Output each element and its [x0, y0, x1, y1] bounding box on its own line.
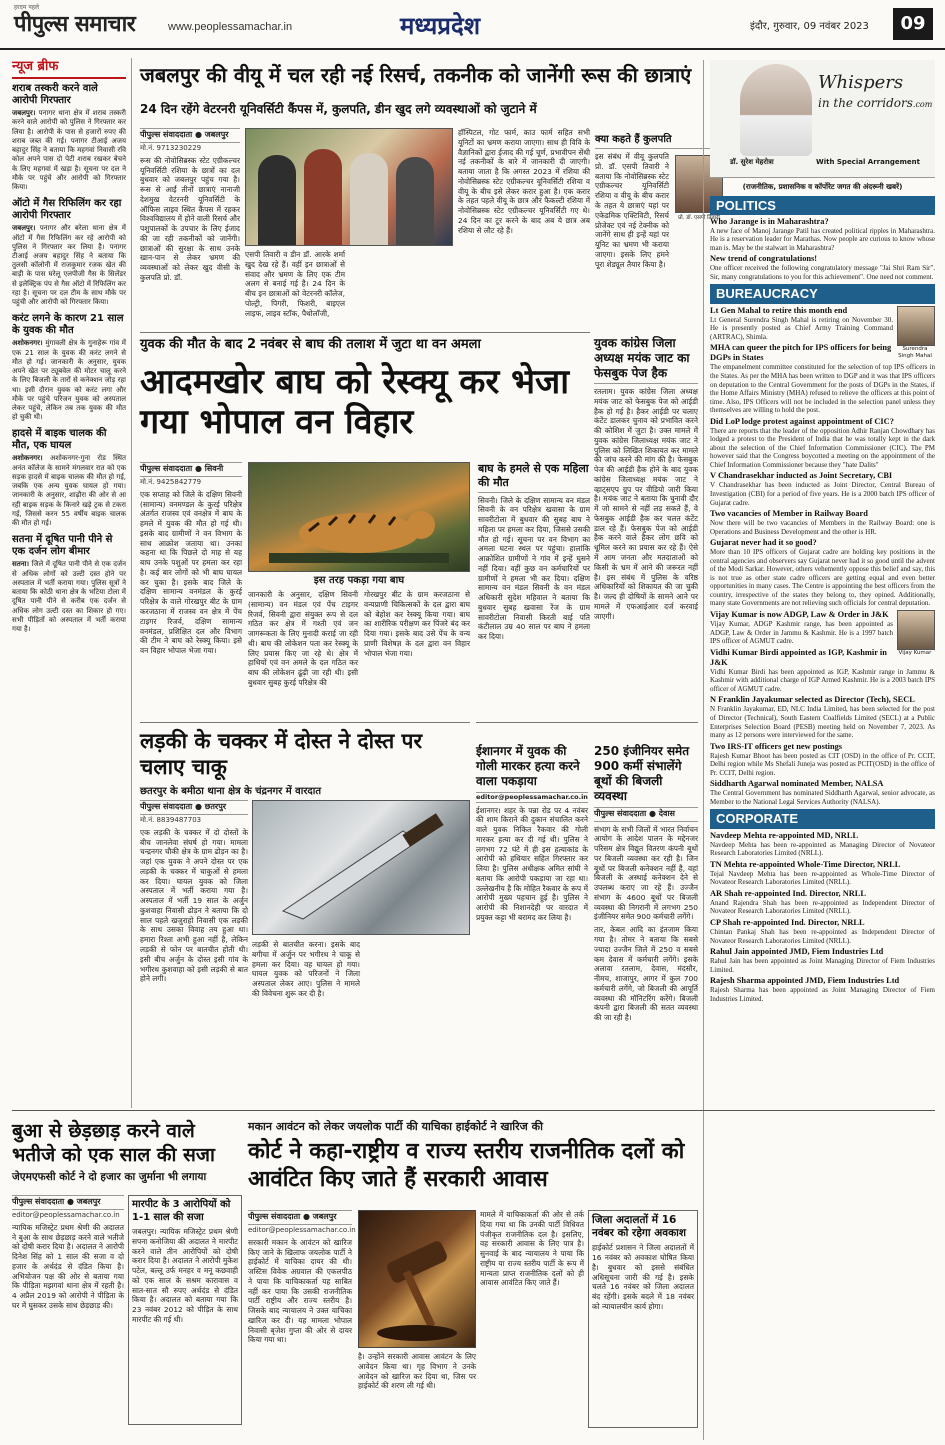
- brief-text: [12, 454, 126, 528]
- murder-story: [476, 744, 588, 923]
- tiger-column-2: [248, 590, 358, 688]
- brief-item: [12, 428, 126, 528]
- molest-headline[interactable]: बुआ से छेड़छाड़ करने वाले भतीजे को एक साल की सजा: [12, 1120, 215, 1166]
- lead-mobile: मो.नं. 9713230229: [140, 143, 202, 152]
- knife-column-2: [252, 940, 360, 999]
- whispers-item-text: Rahul Jain has been appointed as Joint Managing Director of Fiem Industries Limited.: [710, 957, 935, 974]
- whispers-item-headline[interactable]: Vijay Kumar is now ADGP, Law & Order in J&K: [710, 609, 889, 619]
- housing-story: [248, 1120, 698, 1195]
- whispers-item-text: Vijay Kumar, ADGP Kashmir range, has been appointed as ADGP, Law & Order in Jammu & Kashmir. He is a 1997 batch IPS officer of AGMUT cadre.: [710, 620, 893, 646]
- molest-email[interactable]: editor@peoplessamachar.co.in: [12, 1210, 120, 1219]
- brief-body-text: जिले में दूषित पानी पीने से एक दर्जन से अधिक लोगों को उल्टी दस्त होने पर अस्पताल में भर्ती कराया गया। पुलिस सूत्रों ने बताया कि कोठी थाना क्षेत्र के भटिया टोला में दूषित पानी पीने से करीब एक दर्जन से अधिक लोग उल्टी दस्त का शिकार हो गए। सभी पीड़ितों को अस्पताल में भर्ती कराया गया है।: [12, 560, 126, 633]
- whispers-item-headline[interactable]: Did LoP lodge protest against appointment of CIC?: [710, 416, 894, 426]
- whispers-item-headline[interactable]: Gujarat never had it so good?: [710, 538, 817, 548]
- brief-dateline: अशोकनगर।: [12, 339, 43, 348]
- murder-byline: editor@peoplessamachar.co.in: [476, 793, 588, 801]
- whispers-item-text: A new face of Manoj Jarange Patil has created political ripples in Maharashtra. He is a reservation leader for Marathas. Now people are curious to know whose man is. May be the stalwart in Maharashtra?: [710, 226, 935, 252]
- brief-body-text: पनागर और बरेला थाना क्षेत्र में ऑटो में गैस रिफिलिंग कर रहे आरोपी को पुलिस ने गिरफ्तार कर लिया है। पनागर टीआई अजय बहादुर सिंह ने बताया कि तुलसी कॉलोनी में राजकुमार रजक खेत की बाड़ी के पास घरेलू एलपीजी गैस के सिलेंडर से इलेक्ट्रिक पंप से गैस ऑटो में रिफिलिंग कर रहा है। सूचना पर दल टीम के साथ मौके पर पहुंची और आरोपी को गिरफ्तार किया।: [12, 224, 126, 307]
- whispers-item-text: Navdeep Mehta has been re-appointed as Managing Director of Novateor Research Laboratories Limited (NRLL).: [710, 840, 935, 858]
- engineers-text-2: तार, केबल आदि का इंतजाम किया गया है। तोमर ने बताया कि सबसे ज्यादा उज्जैन जिले में 250 व सबसे कम देवास में कर्मचारी लगेंगे। इसके अलावा रतलाम, देवास, मंदसौर, नीमच, शाजापुर, आगर में कुल 700 कर्मचारी लगेंगे, जो बिजली की आपूर्ति व्यवस्था की मॉनिटरिंग करेंगे। बिजली कंपनी द्वारा बिजली की सतत व्यवस्था की जा रही है।: [594, 925, 698, 1023]
- news-brief-title: न्यूज ब्रीफ: [12, 58, 126, 79]
- divider: [12, 1110, 935, 1111]
- murder-headline[interactable]: ईशानगर में युवक की गोली मारकर हत्या करने वाला पकड़ाया: [476, 744, 580, 788]
- knife-illustration: [253, 801, 469, 934]
- whispers-byline: डॉ. सुरेश मेहरोत्रा: [730, 158, 774, 166]
- whispers-item-text: One officer received the following congratulatory message "Jai Shri Ram Sir". Sir, many congratulations to you for this achievement". One need not comment.: [710, 264, 935, 281]
- whispers-item: [710, 918, 935, 945]
- tiger-side-text: सिवनी। जिले के दक्षिण सामान्य वन मंडल सिवनी के वन परिक्षेत्र खवासा के ग्राम सावरीटोला में बुधवार की सुबह बाघ ने महिला पर हमला कर दिया, जिससे उसकी मौत हो गई। सूचना पर वन विभाग का अमला घटना स्थल पर पहुंचा। हालांकि आक्रोशित ग्रामीणों ने गांव में इन्हें घुसने नहीं दिया। वहीं कुछ वन कर्मचारियों पर ग्रामीणों ने हमला भी कर दिया। दक्षिण सामान्य वन मंडल सिवनी के वन मंडल अधिकारी सुदेश महिवाल ने बताया कि बुधवार सुबह खवासा रेंज के ग्राम सावरीटोला निवासी किरती बाई पति कंटीलाल उम्र 40 साल पर बाघ ने हमला कर दिया।: [478, 495, 590, 642]
- housing-text-1: सरकारी मकान के आवंटन को खारिज किए जाने के खिलाफ जयलोक पार्टी ने हाईकोर्ट में याचिका दायर की थी। जस्टिस विवेक अग्रवाल की एकलपीठ ने पाया कि याचिकाकर्ता यह साबित नहीं कर पाया कि उसकी राजनीतिक पार्टी राष्ट्रीय और राज्य स्तरीय है। जिसके बाद न्यायालय ने उक्त याचिका खारिज कर दी। यह मामला भोपाल निवासी बृजेश गुप्ता की ओर से दायर किया गया था।: [248, 1237, 352, 1345]
- section-title: मध्यप्रदेश: [400, 11, 481, 40]
- whispers-item-headline[interactable]: TN Mehta re-appointed Whole-Time Director, NRLL: [710, 859, 901, 869]
- divider: [140, 722, 470, 723]
- brief-item: [12, 83, 126, 192]
- whispers-item-text: More than 10 IPS officers of Gujarat cadre are holding key positions in the central agencies and observers say Gujarat never had it so good until the advent of the Modi Sarkar. However, others vehemently oppose this belief and say, this is not true as other state cadre officers are getting equal and even better opportunities in many cases. The Centre is appointing the best officers from the country, irrespective of the states they belong to, they opined. Additionally, many state Governments are not relieving such officials for central deputation.: [710, 548, 935, 608]
- lead-text-2: एसपी तिवारी व डीन डॉ. आरके शर्मा खुद देख रहे हैं। वहीं इन छात्राओं से संवाद और भ्रमण के लिए एक टीम अलग से बनाई गई है। 24 दिन के बीच इन छात्राओं को वेटरनरी कॉलेज, पोल्ट्री, पिगरी, फिशरी, बाइएल लाइफ, लाइव स्टॉक, पैथोलॉजी,: [245, 250, 345, 318]
- whispers-item-headline[interactable]: N Franklin Jayakumar selected as Director (Tech), SECL: [710, 695, 915, 705]
- lead-text-1: रूस की नोवोसिब्रस्क स्टेट एग्रीकल्चर यूनिवर्सिटी रशिया के छात्रों का दल बुधवार को जबलपुर पहुंच गया है। रूस से आईं तीनों छात्राएं नानाजी देशमुख वेटरनरी यूनिवर्सिटी के ऑफिस लाइव स्थित कैंपस में रहकर विश्वविद्यालय में होने वाली रिसर्च और पशुपालकों के उपचार के लिए ईजाद की जा रही तकनीकों को जानेंगी। छात्राओं की सुरक्षा के साथ उनके खान-पान से लेकर भ्रमण की व्यवस्थाओं को लेकर खुद वीसी के कुलपति प्रो. डॉ.: [140, 155, 240, 282]
- assault-text: जबलपुर। न्यायिक मजिस्ट्रेट प्रथम श्रेणी सपना कनोजिया की अदालत ने मारपीट करने वाले तीन आरोपियों को दोषी करार दिया है। अदालत ने आरोपी मुकेश पटेल, बल्लू उर्फ मनहर व मनू कछवाही को एक साल के सश्रम कारावास व सात-सात सौ रुपए अर्थदंड से दंडित किया है। अदालत को बताया गया कि 23 नवंबर 2012 को पीड़ित के साथ मारपीट की गई थी।: [132, 1227, 238, 1324]
- divider: [140, 332, 590, 333]
- tiger-photo-caption: इस तरह पकड़ा गया बाघ: [313, 575, 405, 586]
- knife-byline: पीपुल्स संवाददाता ● छतरपुर: [140, 800, 248, 815]
- whispers-item-headline[interactable]: Who Jarange is in Maharashtra?: [710, 216, 829, 226]
- brief-headline[interactable]: सतना में दूषित पानी पीने से एक दर्जन लोग बीमार: [12, 534, 113, 558]
- tiger-strap: युवक की मौत के बाद 2 नवंबर से बाघ की तलाश में जुटा था वन अमला: [140, 337, 481, 352]
- knife-text-1: एक लड़की के चक्कर में दो दोस्तों के बीच जानलेवा संघर्ष हो गया। मामला चन्द्रनगर चौकी क्षेत्र के ग्राम ढोड़न का है। जहां एक युवक ने अपने दोस्त पर एक लड़की के चक्कर में चाकुओं से हमला कर दिया। घायल युवक को जिला अस्पताल में भर्ती कराया गया है। अस्पताल में भर्ती 19 साल के अर्जुन कुशवाहा निवासी ढोड़न ने बताया कि दो साल पहले खजुराहो निवासी एक लड़की के साथ उसका विवाह तय हुआ था। हमारा रिश्ता अभी हुआ नहीं है, लेकिन लड़की से फोन पर बातचीत होती थी। इसी बीच अर्जुन के दोस्त इसी गांव के भगीरथ कुशवाहा को इसी लड़की से बात होने लगी।: [140, 827, 248, 984]
- housing-strap: मकान आवंटन को लेकर जयलोक पार्टी की याचिका हाईकोर्ट ने खारिज की: [248, 1120, 543, 1133]
- whispers-item: [710, 509, 935, 536]
- whispers-arrangement: With Special Arrangement: [816, 158, 920, 166]
- whispers-section-bureaucracy: BUREAUCRACY: [710, 284, 935, 303]
- brief-dateline: अशोकनगर।: [12, 454, 43, 463]
- congress-story: [594, 336, 698, 621]
- vc-quote-title: क्या कहते हैं कुलपति: [595, 133, 723, 149]
- lead-text-3: हॉस्पिटल, गोट फार्म, काउ फार्म सहित सभी यूनिटों का भ्रमण कराया जाएगा। साथ ही विवि के वैज्ञानिकों द्वारा ईजाद की गई चूर्ण, प्रभावीपन सेंथी नई तकनीकों के बारे में जानकारी दी जाएगी। बताया जाता है कि अगस्त 2023 में रशिया की नोवोसिब्रस्क स्टेट एग्रीकल्चर यूनिवर्सिटी रशिया व वीयू के बीच इसे लेकर करार हुआ है। एक करार के तहत पहले वीयू के छात्र और फैकल्टी रशिया में नोवोसिब्रस्क स्टेट एग्रीकल्चर यूनिवर्सिटी गए थे। 24 दिन का टूर करने के बाद अब ये छात्र अब रशिया से लौट रहे हैं।: [458, 128, 590, 235]
- news-brief-list: [12, 83, 126, 634]
- murder-text: ईशानगर। शहर के पन्ना रोड पर 4 नवंबर की शाम किराने की दुकान संचालित करने वाले युवक निकित रैकवार की गोली मारकर हत्या कर दी गई थी। पुलिस ने लगभग 72 घंटे में ही इस हत्याकांड के आरोपी को हथियार सहित गिरफ्तार कर लिया है। पुलिस अधीक्षक अमित सांघी ने बताया कि आरोपी पकड़ाया जा रहा था। उल्लेखनीय है कि मोहित रैकवार के रूप में आरोपी मुख्य पहचान हुई है। पुलिस ने आरोपी की निशानदेही पर वारदात में प्रयुक्त कट्टा भी बरामद कर लिया है।: [476, 805, 588, 922]
- whispers-item-headline[interactable]: Two vacancies of Member in Railway Board: [710, 509, 868, 519]
- gavel-photo: [358, 1210, 476, 1348]
- brief-headline[interactable]: हादसे में बाइक चालक की मौत, एक घायल: [12, 428, 107, 452]
- whispers-thumb-caption: Surendra Singh Mahal: [898, 345, 932, 359]
- logo-tagline: हरदम पहले: [14, 4, 39, 11]
- engineers-byline: पीपुल्स संवाददाता ● देवास: [594, 807, 698, 822]
- vc-quote-text: इस संबंध में वीयू कुलपति प्रो. डॉ. एसपी तिवारी ने बताया कि नोवोसिब्रस्क स्टेट एग्रीकल्चर यूनिवर्सिटी रशिया व वीयू के बीच करार के तहत ये छात्राएं यहां पर एकेडमिक एक्टिविटी, रिसर्च प्रोजेक्ट एवं नई टेक्नीक को जानेंगे साथ ही इन्हें यहां पर यूनिट का भ्रमण भी कराया जाएगा। इसके लिए हमने पूरा शेड्यूल तैयार किया है।: [595, 152, 669, 269]
- whispers-item: [710, 538, 935, 608]
- whispers-item: [710, 976, 935, 1003]
- brief-dateline: सतना।: [12, 560, 30, 569]
- whispers-section-corporate: CORPORATE: [710, 809, 935, 828]
- whispers-item-headline[interactable]: New trend of congratulations!: [710, 254, 818, 264]
- tiger-side-story: [478, 462, 590, 642]
- whispers-item-headline[interactable]: Lt Gen Mahal to retire this month end: [710, 305, 848, 315]
- news-brief-column: [12, 58, 132, 1108]
- whispers-item-headline[interactable]: AR Shah re-appointed Ind. Director, NRLL: [710, 888, 866, 898]
- lead-headline[interactable]: जबलपुर की वीयू में चल रही नई रिसर्च, तकनीक को जानेंगी रूस की छात्राएं: [140, 63, 692, 87]
- whispers-sections: [710, 196, 935, 1004]
- holiday-text: हाईकोर्ट प्रशासन ने जिला अदालतों में 16 नवंबर को अवकाश घोषित किया है। बुधवार को इससे संबंधित अधिसूचना जारी की गई है। इसके चलते 16 नवंबर को जिला अदालत बंद रहेंगी। इसके बदले में 18 नवंबर को न्यायालयीन कार्य होगा।: [592, 1243, 694, 1311]
- whispers-item-headline[interactable]: Rahul Jain appointed JMD, Fiem Industries Ltd: [710, 947, 884, 957]
- engineers-text-1: संभाग के सभी जिलों में भारत निर्वाचन आयोग के आदेश पालन के मद्देनजर परिसम क्षेत्र विद्युत वितरण कंपनी बूथों पर बिजली व्यवस्था कर रही है। जिन बूथों पर बिजली कनेक्शन नहीं है, वहां बिजली के अस्थाई कनेक्शन देने से उपलब्ध कराए जा रहे हैं। उज्जैन संभाग के 4600 बूथों पर बिजली व्यवस्था की निगरानी में लगभग 250 इंजीनियर समेत 900 कर्मचारी लगेंगे।: [594, 824, 698, 922]
- tiger-column-1: [140, 462, 242, 656]
- brief-item: [12, 534, 126, 634]
- whispers-item-headline[interactable]: MHA can queer the pitch for IPS officers for being DGPs in States: [710, 343, 892, 363]
- housing-headline[interactable]: कोर्ट ने कहा-राष्ट्रीय व राज्य स्तरीय राजनीतिक दलों को आवंटित किए जाते हैं सरकारी आवास: [248, 1138, 685, 1193]
- gavel-illustration: [359, 1211, 475, 1347]
- molest-story: [12, 1120, 242, 1189]
- dateline: इंदौर, गुरुवार, 09 नवंबर 2023: [750, 21, 869, 32]
- housing-column-3: [480, 1210, 584, 1288]
- molest-text: न्यायिक मजिस्ट्रेट प्रथम श्रेणी की अदालत ने बुआ के साथ छेड़छाड़ करने वाले भतीजे को दोषी करार दिया है। अदालत ने आरोपी दिनेश सिंह को 1 साल की सजा व दो हजार के अर्थदंड से दंडित किया है। अभियोजन पक्ष की ओर से बताया गया कि पीड़िता मझगवां थाना क्षेत्र में रहती है। 4 अप्रैल 2019 को आरोपी ने पीड़िता के घर में घुसकर उसके साथ छेड़छाड़ की।: [12, 1222, 124, 1310]
- knife-text-2: लड़की से बातचीत करना। इसके बाद बगीचा में अर्जुन पर भगीरथ ने चाकू से हमला कर दिया। वह घायल हो गया। घायल युवक को परिजनों ने जिला अस्पताल लेकर आए। पुलिस ने मामले की विवेचना शुरू कर दी है।: [252, 940, 360, 998]
- whispers-item: [710, 217, 935, 253]
- brief-text: [12, 109, 126, 192]
- tiger-text-3: गोरखपुर बीट के ग्राम करजठाना से वन्यप्राणी चिकित्सकों के दल द्वारा बाघ को बेहोश कर रेस्क्यू किया गया। बाघ का शारीरिक परीक्षण कर पिंजरे बंद कर दिया गया। इसके बाद उसे पेंच के वन्य प्राणी विशेषज्ञ के दल द्वारा वन विहार भोपाल भेजा गया।: [364, 590, 470, 658]
- whispers-item-text: There are reports that the leader of the opposition Adhir Ranjan Chowdhary has lodged a protest to the President of India that he was totally kept in the dark about the selection of the Chief Information Commissioner (CIC). The PM however said that the Congress boycotted a meeting on the appointment of the Chief Information Commissioner because they "hate Dalits": [710, 426, 935, 469]
- lead-byline: पीपुल्स संवाददाता ● जबलपुर: [140, 128, 240, 143]
- vc-portrait-caption: प्रो. डॉ. एसपी तिवारी: [678, 215, 720, 221]
- tiger-side-headline[interactable]: बाघ के हमले से एक महिला की मौत: [478, 462, 590, 493]
- knife-column-1: [140, 800, 248, 984]
- whispers-item-text: V Chandrasekhar has been inducted as Joint Director, Central Bureau of Investigation (CBI) for a period of five years. He is a 2000 batch IPS officer of Gujarat cadre.: [710, 481, 935, 507]
- tiger-illustration: [249, 463, 469, 571]
- whispers-item-headline[interactable]: Siddharth Agarwal nominated Member, NALSA: [710, 779, 884, 789]
- tiger-text-2: जानकारी के अनुसार, दक्षिण सिवनी (सामान्य) वन मंडल एवं पेंच टाइगर रिजर्व, सिवनी द्वारा संयुक्त रूप से दल गठित कर क्षेत्र में गश्ती एवं जन जागरूकता के लिए मुनादी कराई जा रही थी। बाघ की लोकेशन पता कर रेस्क्यू के लिए प्रयास किए जा रहे थे। क्षेत्र में हाथियों एवं वन अमले के दल गठित कर बाघ की लोकेशन ढूंढ़ी जा रही थी। इसी बुधवार सुबह कुरई परिक्षेत्र की: [248, 590, 358, 687]
- housing-text-2: है। उन्होंने सरकारी आवास आवंटन के लिए आवेदन किया था। गृह विभाग ने उनके आवेदन को खारिज कर दिया था, जिस पर हाईकोर्ट की शरण ली गई थी।: [358, 1352, 476, 1391]
- molest-byline: पीपुल्स संवाददाता ● जबलपुर: [12, 1195, 124, 1210]
- assault-headline[interactable]: मारपीट के 3 आरोपियों को 1-1 साल की सजा: [132, 1199, 231, 1223]
- divider: [476, 722, 698, 723]
- lead-column-3: [458, 128, 590, 235]
- whispers-item-text: The Central Government has nominated Siddharth Agarwal, senior advocate, as Member to the National Legal Services Authority (NALSA).: [710, 789, 935, 806]
- knife-mobile: मो.नं. 8839487703: [140, 815, 202, 824]
- engineers-story: [594, 744, 698, 1023]
- tiger-photo: [248, 462, 470, 572]
- whispers-item-headline[interactable]: Two IRS-IT officers get new postings: [710, 741, 843, 751]
- brief-headline[interactable]: शराब तस्करी करने वाले आरोपी गिरफ्तार: [12, 83, 98, 107]
- lead-strap: 24 दिन रहेंगे वेटरनरी यूनिवर्सिटी कैंपस में, कुलपति, डीन खुद लगे व्यवस्थाओं को जुटाने में: [140, 102, 537, 116]
- whispers-section-politics: POLITICS: [710, 196, 935, 215]
- page-number: 09: [893, 8, 933, 40]
- brief-text: [12, 339, 126, 422]
- whispers-item: [710, 779, 935, 806]
- whispers-item-text: Anand Rajendra Shah has been re-appointed as Independent Director of Novateor Research Laboratories Limited (NRLL).: [710, 898, 935, 916]
- congress-headline[interactable]: युवक कांग्रेस जिला अध्यक्ष मयंक जाट का फेसबुक पेज हैक: [594, 336, 698, 384]
- brief-item: [12, 198, 126, 307]
- brief-body-text: अशोकनगर-गुना रोड स्थित अनंत कॉलेज के सामने मंगलवार रात को एक सड़क हादसे में बाइक चालक की मौत हो गई, जबकि एक अन्य युवक घायल हो गया। जानकारी के अनुसार, शाढ़ौरा की ओर से आ रही बाइक सड़क के किनारे खड़े ट्रक से टकरा गई, जिससे करन 55 वर्षीय बाइक चालक की मौत हो गई।: [12, 454, 126, 528]
- brief-headline[interactable]: ऑटो में गैस रिफिलिंग कर रहा आरोपी गिरफ्तार: [12, 198, 122, 222]
- whispers-item-headline[interactable]: Vidhi Kumar Birdi appointed as IGP, Kashmir in J&K: [710, 647, 887, 667]
- brief-body-text: पनागर थाना क्षेत्र में शराब तस्करी करने वाले आरोपी को पुलिस ने गिरफ्तार कर लिया है। आरोपी के पास से हजारों रुपए की शराब जब्त की गई। पनागर टीआई अजय बहादुर सिंह ने बताया कि महगवां निवासी रवि कोल अपने पास दो पेटी शराब रखकर बेचने के लिए महगवां में खड़ा है। सूचना पर दल ने मौके पर पहुंचे और आरोपी को गिरफ्तार किया।: [12, 109, 126, 192]
- whispers-logo: Whispers in the corridors.com: [818, 72, 933, 110]
- tiger-text-1: एक सप्ताह को जिले के दक्षिण सिवनी (सामान्य) वनमण्डल के कुरई परिक्षेत्र अंतर्गत राजस्व एवं वनक्षेत्र में बाघ के हमले में युवक की मौत हो गई थी। इसके बाद ग्रामीणों ने वन विभाग के साथ आक्रोश जताया था। उनका कहना था कि पिछले दो माह से यह बाघ उनके पशुओं पर हमला कर रहा है। कई बार लोगों को भी बाघ घायल कर चुका है। इसके बाद जिले के दक्षिण सामान्य वनमंडल के कुरई परिक्षेत्र के वाले गोरखपुर बीट के ग्राम करजठाना में राजस्व वन क्षेत्र में पेंच टाइगर रिजर्व, दक्षिण सामान्य वनमंडल, प्रशिक्षित दल और विभाग की टीम ने बाघ को रेस्क्यू किया। इसे वन विहार भोपाल भेजा गया।: [140, 489, 242, 656]
- whispers-item-text: Rajesh Kumar Bhoot has been posted as CIT (OSD) in the office of Pr. CCIT, Delhi region while Ms Shefali Juneja was posted as PCIT(OSD) in the office of Pr. CCIT, Delhi region.: [710, 751, 935, 777]
- housing-column-1: [248, 1210, 356, 1345]
- tiger-mobile: मो.नं. 9425842779: [140, 477, 202, 486]
- knife-story: [140, 728, 470, 802]
- lead-column-1: [140, 128, 240, 283]
- knife-strap: छतरपुर के बमीठा थाना क्षेत्र के चंद्रनगर में वारदात: [140, 785, 322, 797]
- whispers-item-text: N Franklin Jayakumar, ED, NLC India Limited, has been selected for the post of Director (Technical), South Eastern Coalfields Limited (SECL) at a Public Enterprises Selection Board (PESB) meeting held on November 7, 2023. As many as 12 persons were interviewed for the same.: [710, 705, 935, 740]
- whispers-item-text: Rajesh Sharma has been appointed as Joint Managing Director of Fiem Industries Limited.: [710, 986, 935, 1003]
- whispers-banner: [710, 60, 935, 178]
- whispers-item: [710, 860, 935, 887]
- housing-column-2: [358, 1352, 476, 1391]
- brief-headline[interactable]: करंट लगने के कारण 21 साल के युवक की मौत: [12, 313, 124, 337]
- knife-photo: [252, 800, 470, 935]
- molest-strap: जेएमएफसी कोर्ट ने दो हजार का जुर्माना भी लगाया: [12, 1170, 207, 1183]
- whispers-item-text: Now there will be two vacancies of Members in the Railway Board: one is Operations and Business Development and the other is HR.: [710, 519, 935, 536]
- whispers-item-text: Chintan Pankaj Shah has been re-appointed as Independent Director of Novateor Research Laboratories Limited (NRLL).: [710, 928, 935, 945]
- lead-photo: [245, 128, 453, 246]
- website-url[interactable]: www.peoplessamachar.in: [168, 21, 293, 33]
- whispers-subtitle: (राजनीतिक, प्रशासनिक व कॉर्पोरेट जगत की अंदरूनी खबरें): [742, 182, 903, 191]
- masthead: [0, 0, 945, 50]
- holiday-box: [588, 1210, 698, 1428]
- columnist-photo: [740, 64, 812, 156]
- tiger-byline: पीपुल्स संवाददाता ● सिवनी: [140, 462, 242, 477]
- whispers-item: [710, 609, 935, 656]
- brief-body-text: मुंगावली क्षेत्र के गुनाहेरू गांव में एक 21 साल के युवक की करंट लगने से मौत हो गई। जानकारी के अनुसार, युवक अपने खेत पर ट्यूबवेल की मोटर चालू करने के लिए बिजली के तारों से कनेक्शन जोड़ रहा था। इसी दौरान युवक को करंट लगा और मौके पर पहुंचे परिजन युवक को अस्पताल लेकर पहुंचे, लेकिन तब तक युवक की मौत हो चुकी थी।: [12, 339, 126, 422]
- whispers-item: [710, 889, 935, 916]
- whispers-item: [710, 695, 935, 739]
- whispers-item-headline[interactable]: Rajesh Sharma appointed JMD, Fiem Industries Ltd: [710, 976, 900, 986]
- whispers-item-text: Tejal Navdeep Mehta has been re-appointed as Whole-Time Director of Novateor Research Laboratories Limited (NRLL).: [710, 869, 935, 887]
- whispers-item-headline[interactable]: V Chandrasekhar inducted as Joint Secretary, CBI: [710, 471, 893, 481]
- whispers-item: [710, 417, 935, 470]
- whispers-item: [710, 742, 935, 778]
- whispers-item-text: The empanelment committee constituted for the selection of top IPS officers in the States. As per the MHA has been written to DGP and it was that IPS officers on deputation to the Central Government for the posts of DGPs in the States, if the Home Affairs Ministry (MHA) refused to relieve the officers at this point of time. Also, IPS Officers will not be included in the selection panel unless they themselves are willing to hold the post.: [710, 363, 935, 415]
- assault-box: [128, 1195, 242, 1425]
- brief-text: [12, 224, 126, 307]
- whispers-item: [710, 471, 935, 507]
- brief-item: [12, 313, 126, 422]
- tiger-headline[interactable]: आदमखोर बाघ को रेस्क्यू कर भेजा गया भोपाल वन विहार: [140, 362, 570, 443]
- whispers-thumb-photo: [897, 306, 935, 346]
- whispers-item-headline[interactable]: CP Shah re-appointed Ind. Director, NRLL: [710, 918, 865, 927]
- newspaper-logo[interactable]: पीपुल्स समाचार: [14, 11, 136, 37]
- brief-text: [12, 560, 126, 634]
- knife-headline[interactable]: लड़की के चक्कर में दोस्त ने दोस्त पर चलाए चाकू: [140, 729, 423, 780]
- whispers-panel: [703, 60, 935, 1440]
- whispers-item: [710, 831, 935, 858]
- housing-text-3: मामले में याचिकाकर्ता की ओर से तर्क दिया गया था कि उनकी पार्टी विधिवत पंजीकृत राजनीतिक दल है। इसलिए, वह सरकारी आवास के लिए पात्र है। सुनवाई के बाद न्यायालय ने पाया कि राष्ट्रीय या राज्य स्तरीय पार्टी के रूप में मान्यता प्राप्त राजनीतिक दलों को ही आवास आवंटित किए जाते हैं।: [480, 1210, 584, 1288]
- whispers-item: [710, 254, 935, 281]
- whispers-item-headline[interactable]: Navdeep Mehta re-appointed MD, NRLL: [710, 830, 859, 840]
- holiday-headline[interactable]: जिला अदालतों में 16 नवंबर को रहेगा अवकाश: [592, 1214, 686, 1240]
- brief-dateline: जबलपुर।: [12, 224, 36, 233]
- whispers-item-text: Lt General Surendra Singh Mahal is retiring on November 30. He is presently posted as Chief Army Training Command (ARTRAC), Shimla.: [710, 315, 893, 341]
- whispers-item: [710, 947, 935, 974]
- lead-column-2b: [350, 250, 453, 332]
- whispers-item-text: Vidhi Kumar Birdi has been appointed as IGP, Kashmir range in Jammu & Kashmir with additional charge of IGP Armed Kashmir. He is a 2003 batch IPS officer of AGMUT cadre.: [710, 667, 935, 693]
- whispers-thumb-photo: [897, 610, 935, 650]
- housing-byline: पीपुल्स संवाददाता ● जबलपुर: [248, 1210, 352, 1225]
- brief-dateline: जबलपुर।: [12, 109, 36, 118]
- tiger-column-3: [364, 590, 470, 658]
- lead-column-2: [245, 250, 345, 318]
- housing-email[interactable]: editor@peoplessamachar.co.in: [248, 1225, 356, 1234]
- congress-text: रतलाम। युवक कांग्रेस जिला अध्यक्ष मयंक जाट को फेसबुक पेज को आईडी हैक हो गई है। हैकर आईडी पर चलाए कंटेंट डालकर चुनाव को प्रभावित करने की कोशिश में जुटा है। उक्त मामले में युवक कांग्रेस जिलाध्यक्ष मयंक जाट ने पुलिस को लिखित शिकायत कर मामले की जांच करने की मांग की है। फेसबुक पेज की आईडी हैक होने के बाद युवक कांग्रेस जिलाध्यक्ष मयंक जाट ने व्हाट्सएप ग्रुप पर वीडियो जारी किया है। मयंक जाट ने बताया कि चुनावी दौर में जो सामने से नहीं लड़ सकते हैं, वे फेसबुक आईडी हैक कर चलत कंटेंट डाल रहे हैं। फेसबुक पेज को आईडी हैक करने वाले हैकर लोग छवि को धूमिल करने का प्रयास कर रहे हैं। ऐसे में आम जनता और मतदाताओं को किसी के भ्रम में आने की जरूरत नहीं है। इस संबंध में पुलिस के वरिष्ठ अधिकारियों को शिकायत की जा चुकी है। जल्द ही दोषियों के सामने आने पर मामले में एफआईआर दर्ज करवाई जाएगी।: [594, 387, 698, 621]
- engineers-headline[interactable]: 250 इंजीनियर समेत 900 कर्मी संभालेंगे बूथों की बिजली व्यवस्था: [594, 744, 690, 803]
- molest-column-1: [12, 1195, 124, 1311]
- whispers-thumb-caption: Vijay Kumar: [898, 649, 932, 656]
